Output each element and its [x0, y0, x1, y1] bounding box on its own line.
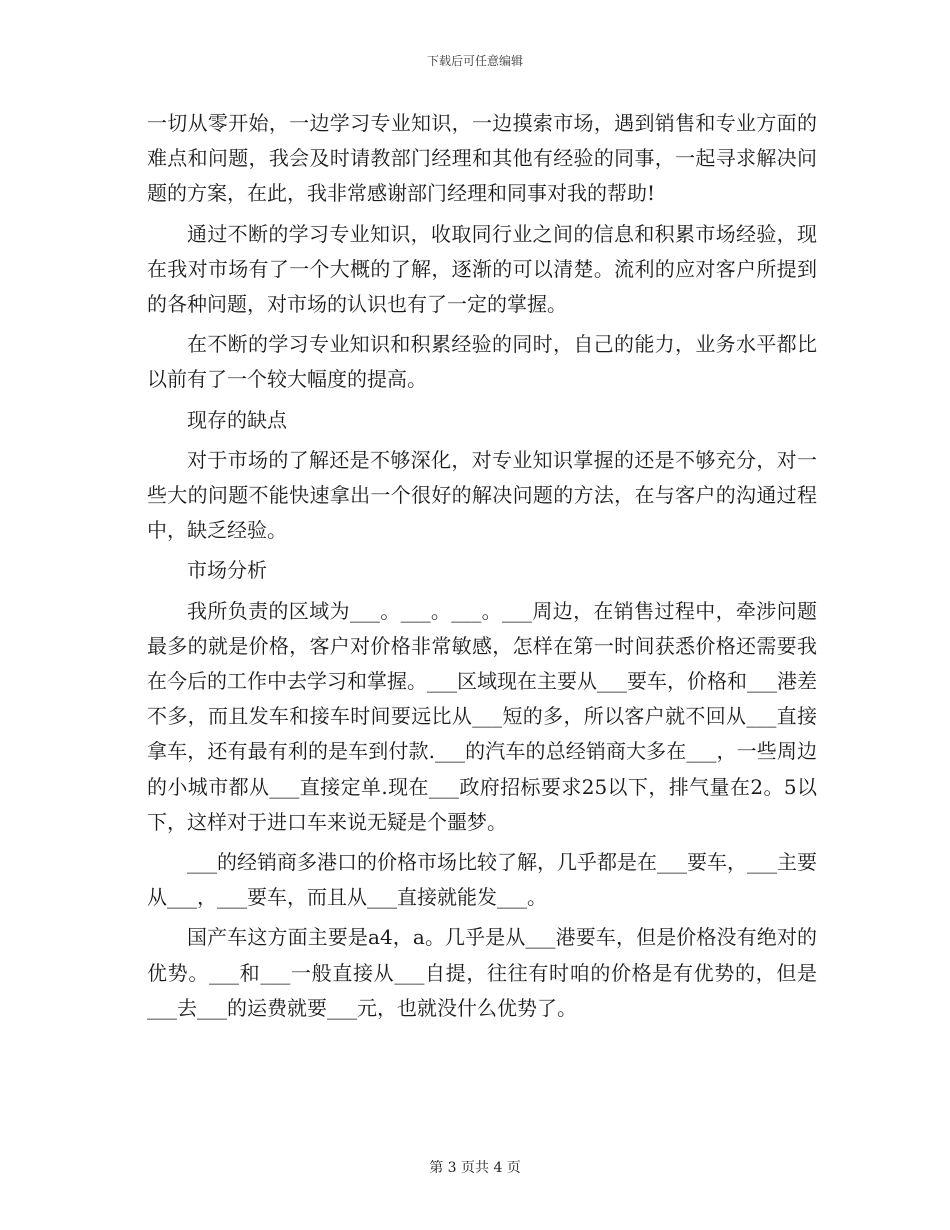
- section-heading-shortcomings: 现存的缺点: [187, 407, 287, 432]
- paragraph-shortcomings: 对于市场的了解还是不够深化，对专业知识掌握的还是不够充分，对一些大的问题不能快速拿出一个很好的解决问题的方法，在与客户的沟通过程中，缺乏经验。: [147, 447, 817, 543]
- page-header: 下载后可任意编辑: [426, 54, 523, 68]
- paragraph-market-experience: 通过不断的学习专业知识，收取同行业之间的信息和积累市场经验，现在我对市场有了一个大概的了解，逐渐的可以清楚。流利的应对客户所提到的各种问题，对市场的认识也有了一定的掌握。: [147, 221, 817, 317]
- paragraph-region: 我所负责的区域为___。___。___。___周边，在销售过程中，牵涉问题最多的就是价格，客户对价格非常敏感，怎样在第一时间获悉价格还需要我在今后的工作中去学习和掌握。___区域现在主要从___要车，价格和___港差不多，而且发车和接车时间要远比从___短的多，所以客户就不回从___直接拿车，还有最有利的是车到付款.___的汽车的总经销商大多在___，一些周边的小城市都从___直接定单.现在___政府招标要求25以下，排气量在2。5以下，这样对于进口车来说无疑是个噩梦。: [147, 598, 817, 834]
- paragraph-continuation: 一切从零开始，一边学习专业知识，一边摸索市场，遇到销售和专业方面的难点和问题，我会及时请教部门经理和其他有经验的同事，一起寻求解决问题的方案，在此，我非常感谢部门经理和同事对我的帮助!: [147, 111, 817, 206]
- document-body: [147, 106, 817, 1026]
- paragraph-dealers: ___的经销商多港口的价格市场比较了解，几乎都是在___要车，___主要从___，___要车，而且从___直接就能发___。: [147, 850, 817, 910]
- section-heading-market-analysis: 市场分析: [187, 558, 267, 583]
- page-number: 第 3 页共 4 页: [429, 1160, 521, 1176]
- paragraph-ability-improvement: 在不断的学习专业知识和积累经验的同时，自己的能力，业务水平都比以前有了一个较大幅度的提高。: [147, 332, 817, 392]
- paragraph-domestic-cars: 国产车这方面主要是a4，a。几乎是从___港要车，但是价格没有绝对的优势。___和___一般直接从___自提，往往有时咱的价格是有优势的，但是___去___的运费就要___元，也就没什么优势了。: [147, 925, 817, 1020]
